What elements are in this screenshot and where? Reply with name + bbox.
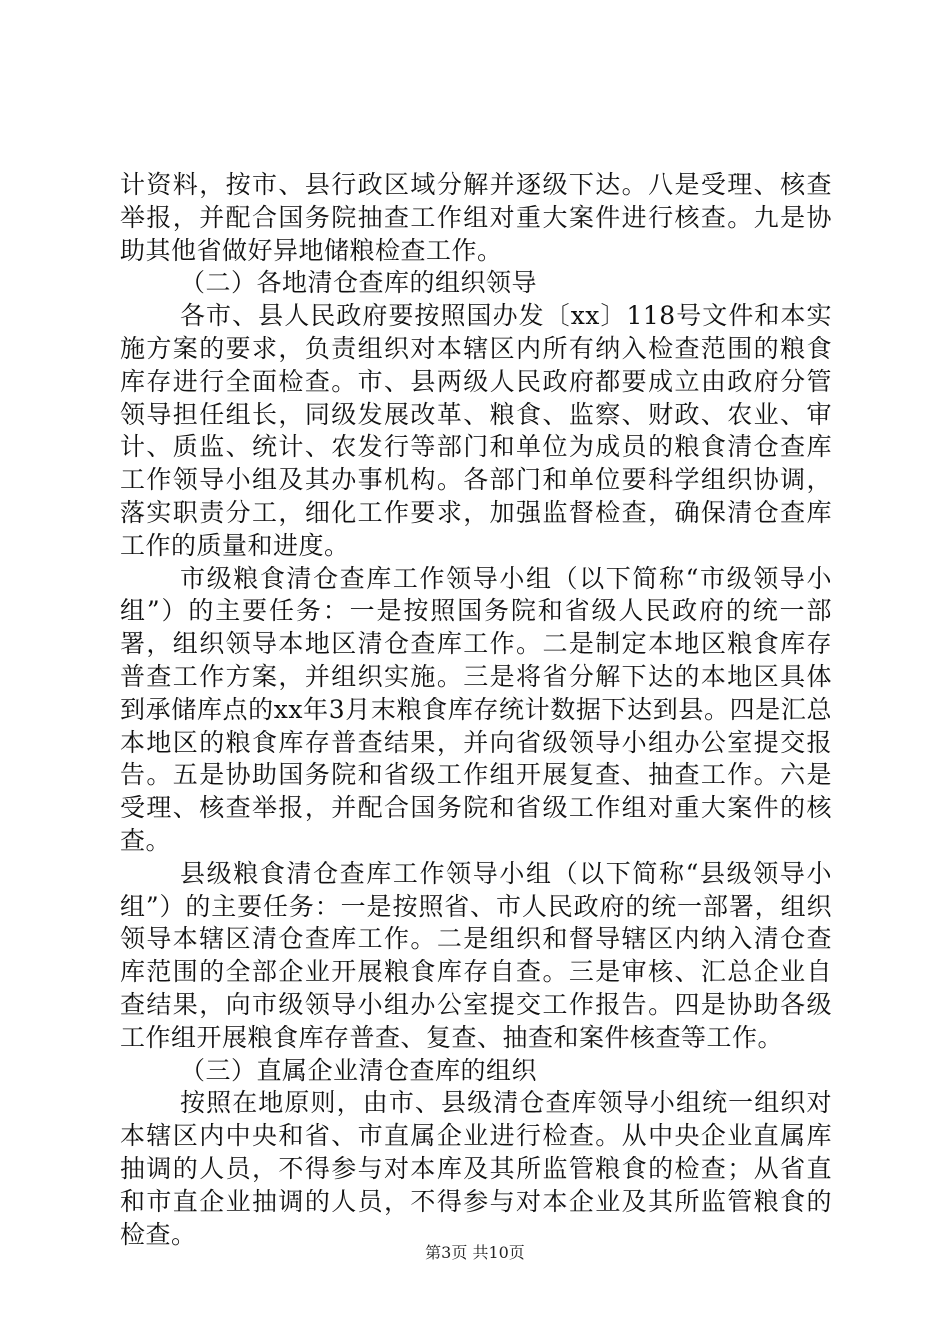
paragraph-local-leadership: 各市、县人民政府要按照国办发〔xx〕118号文件和本实施方案的要求，负责组织对本辖区内所有纳入检查范围的粮食库存进行全面检查。市、县两级人民政府都要成立由政府分管领导担任组长，同级发展改革、粮食、监察、财政、农业、审计、质监、统计、农发行等部门和单位为成员的粮食清仓查库工作领导小组及其办事机构。各部门和单位要科学组织协调，落实职责分工，细化工作要求，加强监督检查，确保清仓查库工作的质量和进度。 — [120, 301, 832, 560]
document-body — [120, 169, 832, 1251]
section-heading-2: （二）各地清仓查库的组织领导 — [180, 268, 538, 298]
paragraph-city-group-tasks: 市级粮食清仓查库工作领导小组（以下简称“市级领导小组”）的主要任务：一是按照国务院和省级人民政府的统一部署，组织领导本地区清仓查库工作。二是制定本地区粮食库存普查工作方案，并组织实施。三是将省分解下达的本地区具体到承储库点的xx年3月末粮食库存统计数据下达到县。四是汇总本地区的粮食库存普查结果，并向省级领导小组办公室提交报告。五是协助国务院和省级工作组开展复查、抽查工作。六是受理、核查举报，并配合国务院和省级工作组对重大案件的核查。 — [120, 563, 832, 855]
paragraph-continued: 计资料，按市、县行政区域分解并逐级下达。八是受理、核查举报，并配合国务院抽查工作组对重大案件进行核查。九是协助其他省做好异地储粮检查工作。 — [120, 170, 832, 265]
paragraph-county-group-tasks: 县级粮食清仓查库工作领导小组（以下简称“县级领导小组”）的主要任务：一是按照省、市人民政府的统一部署，组织领导本辖区清仓查库工作。二是组织和督导辖区内纳入清仓查库范围的全部企业开展粮食库存自查。三是审核、汇总企业自查结果，向市级领导小组办公室提交工作报告。四是协助各级工作组开展粮食库存普查、复查、抽查和案件核查等工作。 — [120, 858, 832, 1052]
section-heading-3: （三）直属企业清仓查库的组织 — [180, 1055, 538, 1085]
paragraph-direct-enterprises: 按照在地原则，由市、县级清仓查库领导小组统一组织对本辖区内中央和省、市直属企业进行检查。从中央企业直属库抽调的人员，不得参与对本库及其所监管粮食的检查；从省直和市直企业抽调的人员，不得参与对本企业及其所监管粮食的检查。 — [120, 1088, 832, 1249]
page-footer: 第3页 共10页 — [425, 1243, 525, 1262]
